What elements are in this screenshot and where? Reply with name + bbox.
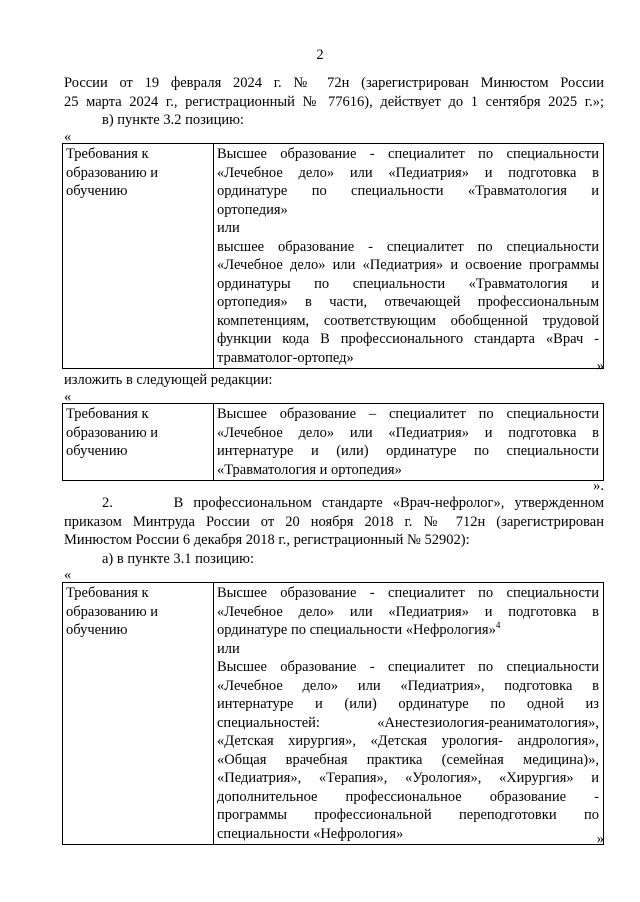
- table1-line: травматолог-ортопед»: [217, 349, 354, 366]
- table1-line: функции кода В профессионального стандарта «Врач -: [217, 331, 599, 347]
- intro-line-2: 25 марта 2024 г., регистрационный № 77616), действует до 1 сентября 2025 г.»;: [64, 93, 604, 110]
- para2-line-1: 2. В профессиональном стандарте «Врач-нефролог», утвержденном: [102, 495, 604, 511]
- table2-line: Высшее образование – специалитет по специальности: [217, 406, 599, 422]
- table3-line: Высшее образование - специалитет по специальности: [217, 659, 599, 675]
- table1-value-cell: [214, 144, 604, 369]
- open-quote-2: «: [64, 389, 72, 405]
- close-quote-period: ».: [593, 478, 604, 494]
- intro-line-1: России от 19 февраля 2024 г. № 72н (зарегистрирован Минюстом России: [64, 75, 604, 91]
- label-line: образованию и: [66, 603, 159, 620]
- item-v-heading: в) пункте 3.2 позицию:: [102, 112, 244, 128]
- para2-line-3: Минюстом России 6 декабря 2018 г., регистрационный № 52902):: [64, 532, 470, 548]
- table2-label-cell: [63, 404, 214, 481]
- para2-line-2: приказом Минтруда России от 20 ноября 2018 г. № 712н (зарегистрирован: [64, 513, 604, 530]
- table3-line: «Лечебное дело» или «Педиатрия», подготовка в: [217, 677, 599, 694]
- label-line: образованию и: [66, 424, 159, 441]
- table3-line: специальностей: «Анестезиология-реаниматология»,: [217, 714, 599, 731]
- table3-line-with-footnote: [217, 621, 599, 640]
- table1-line: «Лечебное дело» или «Педиатрия» и подготовка в: [217, 164, 599, 181]
- table1-line: компетенциям, соответствующим обобщенной трудовой: [217, 312, 599, 329]
- label-line: образованию и: [66, 164, 159, 181]
- close-quote-1: »: [596, 358, 604, 374]
- table1-line: высшее образование - специалитет по специальности: [217, 238, 599, 255]
- label-line: Требования к: [66, 585, 149, 601]
- table3-line: интернатуре и (или) ординатуре по одной из: [217, 696, 599, 712]
- table3-value-cell: [214, 583, 604, 845]
- open-quote-3: «: [64, 567, 72, 583]
- page-number: 2: [316, 47, 324, 63]
- table1-line: или: [217, 220, 240, 236]
- table1-label-cell: [63, 144, 214, 369]
- table1-line: Высшее образование - специалитет по специальности: [217, 146, 599, 162]
- table1-line: ортопедия»: [217, 201, 288, 218]
- table1-line: ординатуре по специальности «Травматология и: [217, 183, 599, 199]
- table2-line: интернатуре и (или) ординатуре по специальности: [217, 443, 599, 459]
- item-a-heading: а) в пункте 3.1 позицию:: [102, 550, 255, 567]
- footnote-ref: 4: [495, 620, 501, 631]
- table3-line: «Общая врачебная практика (семейная медицина)»,: [217, 751, 599, 768]
- table1-line: ортопедия» в части, отвечающей профессиональным: [217, 294, 599, 310]
- table3-line: «Педиатрия», «Терапия», «Урология», «Хирургия» и: [217, 770, 599, 786]
- table2-line: «Лечебное дело» или «Педиатрия» и подготовка в: [217, 424, 599, 441]
- table2-line: «Травматология и ортопедия»: [217, 461, 402, 478]
- open-quote-1: «: [64, 129, 72, 145]
- requirements-table-nephrologist-3-1: [62, 582, 604, 845]
- table3-line: специальности «Нефрология»: [217, 825, 404, 842]
- table3-line: Высшее образование - специалитет по специальности: [217, 585, 599, 601]
- table3-line: «Лечебное дело» или «Педиатрия» и подготовка в: [217, 603, 599, 620]
- table3-line: или: [217, 640, 240, 657]
- table3-line: дополнительное профессиональное образование -: [217, 788, 599, 805]
- label-line: обучению: [66, 622, 128, 638]
- table3-label-cell: [63, 583, 214, 845]
- label-line: обучению: [66, 183, 128, 199]
- label-line: обучению: [66, 443, 128, 459]
- restate-text: изложить в следующей редакции:: [64, 372, 273, 388]
- table2-value-cell: [214, 404, 604, 481]
- label-line: Требования к: [66, 146, 149, 162]
- table3-line: «Детская хирургия», «Детская урология- андрология»,: [217, 733, 599, 749]
- table3-line: ординатуре по специальности «Нефрология»: [217, 622, 496, 638]
- table3-line: программы профессиональной переподготовки по: [217, 807, 599, 823]
- requirements-table-new-3-2: [62, 403, 604, 481]
- requirements-table-old-3-2: [62, 143, 604, 369]
- table1-line: ординатуры по специальности «Травматология и: [217, 275, 599, 292]
- label-line: Требования к: [66, 406, 149, 422]
- close-quote-3: »: [596, 831, 604, 847]
- table1-line: «Лечебное дело» или «Педиатрия» и освоение программы: [217, 257, 599, 273]
